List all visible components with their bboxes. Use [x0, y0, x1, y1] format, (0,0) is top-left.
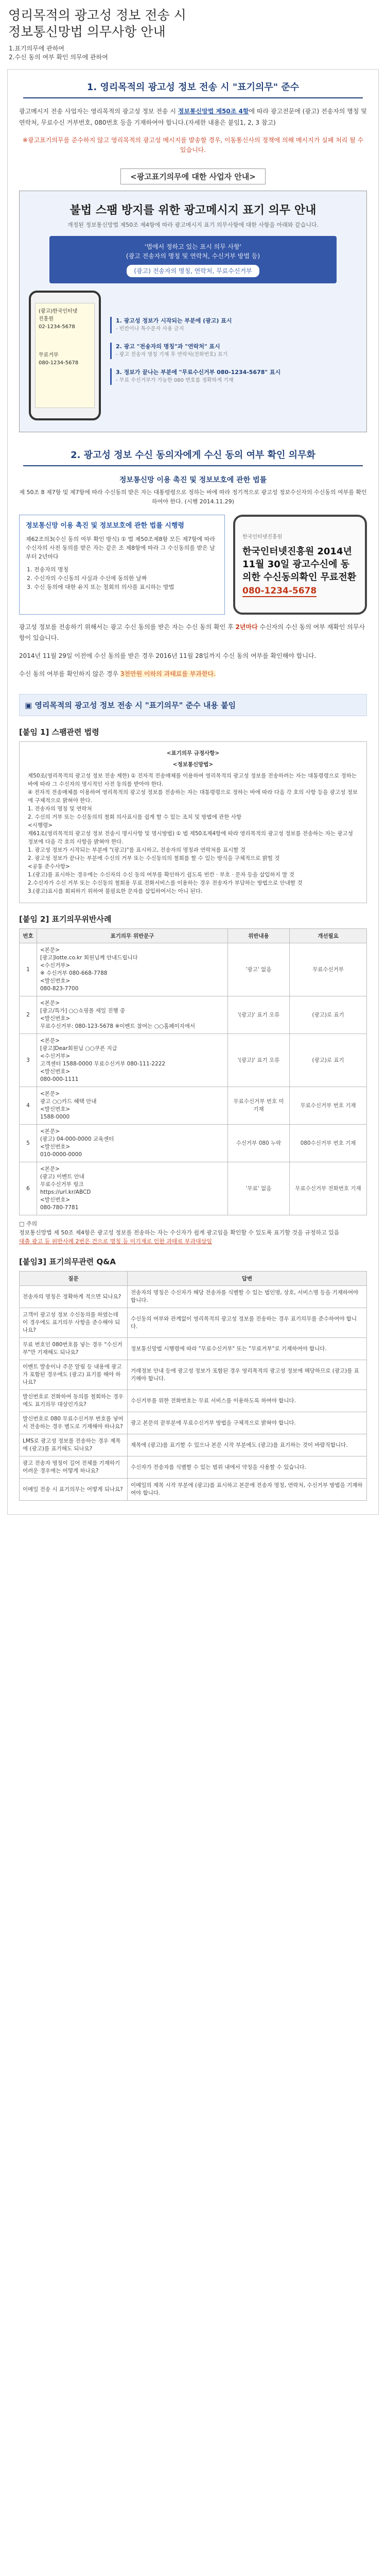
violation-table-header — [20, 929, 367, 943]
table-of-contents — [7, 44, 379, 62]
phone-line-2: 진흥원 — [39, 316, 54, 322]
qa-question: 고객이 광고성 정보 수신동의를 하였는데 이 경우에도 표기의무 사항을 준수해야 되나요? — [20, 1308, 128, 1338]
table-row — [20, 1125, 367, 1162]
table-row — [20, 1412, 367, 1434]
qa-table-header — [20, 1272, 367, 1286]
qa-table-body — [20, 1286, 367, 1501]
para1-b: 수신자의 수신 동의 여부 재확인 의무사항이 있습니다. — [19, 623, 365, 641]
table-row — [20, 1308, 367, 1338]
rule-box-inner: (광고) 전송자의 명칭, 연락처, 무료수신거부 — [127, 265, 259, 277]
table-row — [20, 1338, 367, 1360]
violation-cell-num: 1 — [20, 943, 37, 996]
qa-col-question: 질문 — [20, 1272, 128, 1286]
phone-line-5: 080-1234-5678 — [39, 360, 79, 366]
annex2-title: [붙임 2] 표기의무위반사례 — [19, 914, 112, 924]
section1-text-a: 광고메시지 전송 사업자는 영리목적의 광고성 정보 전송 시 — [19, 108, 178, 115]
violation-cell-num: 3 — [20, 1034, 37, 1087]
qa-question: 전송자의 명칭은 정확하게 적으면 되나요? — [20, 1286, 128, 1308]
para3-highlight: 3천만원 이하의 과태료를 부과한다. — [120, 670, 216, 677]
violation-cell-violation: '(광고)' 표기 오류 — [228, 996, 290, 1034]
qa-question: 이메일 전송 시 표기의무는 어떻게 되나요? — [20, 1479, 128, 1501]
poster-frame-label-text: <광고표기의무에 대한 사업자 안내> — [120, 168, 266, 184]
qa-answer: 수신자가 전송자를 식별할 수 있는 범위 내에서 약칭을 사용할 수 있습니다. — [128, 1456, 367, 1479]
poster-title: 불법 스팸 방지를 위한 광고메시지 표기 의무 안내 — [69, 204, 317, 217]
rule-box-line-1: '법에서 정하고 있는 표시 의무 사항' — [145, 243, 241, 250]
law-box-list — [26, 565, 218, 591]
section1-title: 1. 영리목적의 광고성 정보 전송 시 "표기의무" 준수 — [23, 80, 363, 98]
violation-cell-num: 2 — [20, 996, 37, 1034]
section1-text-b: 에 따라 광고전문에 (광고) 전송자의 명칭 및 연락처, 무료수신 거부번호, 080번호 등을 기재하여야 합니다.(자세한 내용은 붙임1, 2, 3 참고) — [19, 108, 367, 126]
violation-cell-fix: (광고)로 표기 — [290, 1034, 367, 1087]
annex1-line: 2.수신자가 수신 거부 또는 수신동의 철회용 무료 전화서비스를 이용하는 경우 전송자가 부담하는 방법으로 안내할 것 — [28, 880, 303, 886]
annex1-line: 1. 광고성 정보가 시작되는 부분에 "(광고)"를 표시하고, 전송자의 명칭과 연락처를 표시할 것 — [28, 847, 245, 853]
violation-cell-text: <본문> [광고]Dear회원님 ○○쿠폰 지급 <수신거부> 고객센터 1588-0000 무료수신거부 080-111-2222 <발신번호> 080-000-1111 — [37, 1034, 228, 1087]
annex1-title: [붙임 1] 스팸관련 법령 — [19, 727, 99, 737]
law-box — [19, 515, 225, 615]
violation-cell-text: <본문> 광고 ○○카드 혜택 안내 <발신번호> 1588-0000 — [37, 1087, 228, 1125]
violation-cell-text: <본문> (광고) 04-000-0000 교육센터 <발신번호> 010-0000-0000 — [37, 1125, 228, 1162]
table-row — [20, 1162, 367, 1215]
phone-example — [233, 515, 367, 615]
step-2 — [110, 343, 357, 359]
section2-para-1 — [19, 622, 367, 643]
note-line-2: 대출 광고 등 위반사례 2번은 건으로 명칭 등 미기재로 인한 과태료 부과대상임 — [19, 1238, 212, 1245]
toc-item-2[interactable]: 2.수신 동의 여부 확인 의무에 관하여 — [9, 54, 108, 61]
violation-cell-violation: '(광고)' 표기 오류 — [228, 1034, 290, 1087]
table-row — [20, 1456, 367, 1479]
law-reference: 정보통신망법 제50조 4항 — [178, 108, 249, 115]
qa-question: 발신번호로 전화하여 동의를 철회하는 경우에도 표기의무 대상인가요? — [20, 1390, 128, 1412]
violation-cell-fix: 080수신거부 번호 기재 — [290, 1125, 367, 1162]
annex3-title: [붙임3] 표기의무관련 Q&A — [19, 1257, 116, 1266]
section2-para-2: 2014년 11월 29일 이전에 수신 동의를 받은 경우 2016년 11월 28일까지 수신 동의 여부를 확인해야 합니다. — [19, 652, 317, 659]
table-row — [20, 1479, 367, 1501]
annex1-line: ④ 전자적 전송매체를 이용하여 영리목적의 광고성 정보를 전송하는 자는 대통령령으로 정하는 바에 따라 다음 각 호의 사항 등을 광고성 정보에 구체적으로 밝혀야 한다. — [28, 789, 358, 804]
violation-cell-text: <본문> (광고) 이벤트 안내 무료수신거부 링크 https://url.kr/ABCD <발신번호> 080-780-7781 — [37, 1162, 228, 1215]
step-2-title: 2. 광고 "전송자의 명칭"과 "연락처" 표시 — [116, 343, 220, 350]
violation-cell-violation: '광고' 없음 — [228, 943, 290, 996]
table-row — [20, 1390, 367, 1412]
qa-answer: 이메일의 제목 시작 부분에 (광고)를 표시하고 본문에 전송자 명칭, 연락처, 수신거부 방법을 기재하여야 합니다. — [128, 1479, 367, 1501]
law-and-example — [19, 515, 367, 615]
title-line-2: 정보통신망법 의무사항 안내 — [8, 24, 166, 39]
poster-frame-label — [19, 168, 367, 184]
qa-question: 무료 번호인 080번호를 넣는 경우 "수신거부"만 기재해도 되나요? — [20, 1338, 128, 1360]
violation-col-fix: 개선필요 — [290, 929, 367, 943]
annex1-law-name: <정보통신망법> — [172, 761, 214, 768]
violation-cell-fix: 무료수신거부 전화번호 기재 — [290, 1162, 367, 1215]
section1-text — [19, 106, 367, 128]
para3-a: 수신 동의 여부를 확인하지 않은 경우 — [19, 670, 120, 677]
qa-question: 광고 전송자 명칭이 길어 전체를 기재하기 어려운 경우에는 어떻게 하나요? — [20, 1456, 128, 1479]
law-box-item-1: 1. 전송자의 명칭 — [34, 565, 218, 574]
qa-answer: 광고 본문의 끝부분에 무료수신거부 방법을 구체적으로 밝혀야 합니다. — [128, 1412, 367, 1434]
violation-col-num: 번호 — [20, 929, 37, 943]
step-3-note: - 무료 수신거부가 가능한 080 번호를 정확하게 기재 — [116, 378, 234, 383]
law-box-item-2: 2. 수신자의 수신동의 사실과 수신에 동의한 날짜 — [34, 574, 218, 583]
rule-title: 정보통신망 이용 촉진 및 정보보호에 관한 법률 — [119, 476, 267, 484]
steps-list — [110, 317, 357, 394]
qa-table — [19, 1271, 367, 1501]
violation-cell-violation: 무료수신거부 번호 미기재 — [228, 1087, 290, 1125]
violation-cell-violation: 수신거부 080 누락 — [228, 1125, 290, 1162]
step-1-note: - 빈칸이나 특수문자 사용 금지 — [116, 326, 184, 332]
qa-question: LMS로 광고성 정보를 전송하는 경우 제목에 (광고)를 표기해도 되나요? — [20, 1434, 128, 1456]
violation-cell-num: 5 — [20, 1125, 37, 1162]
annex1-line: 2. 광고성 정보가 끝나는 부분에 수신의 거부 또는 수신동의의 철회를 할 수 있는 방식을 구체적으로 밝힐 것 — [28, 855, 280, 861]
annex1-line: 1. 전송자의 명칭 및 연락처 — [28, 806, 92, 812]
note-line-1: 정보통신망법 제 50조 제4항은 광고성 정보를 전송하는 자는 수신자가 쉽게 광고임을 확인할 수 있도록 표기할 것을 규정하고 있음 — [19, 1229, 340, 1236]
annex1-line: 제61조(영리목적의 광고성 정보 전송시 명시사항 및 명시방법) ① 법 제50조제4항에 따라 영리목적의 광고성 정보를 전송하는 자는 광고성 정보에 다음 각 호의 사항을 밝혀야 한다. — [28, 831, 353, 845]
step-1 — [110, 317, 357, 333]
qa-answer: 전송자의 명칭은 수신자가 해당 전송자를 식별할 수 있는 법인명, 상호, 서비스명 등을 기재하여야 합니다. — [128, 1286, 367, 1308]
qa-question: 이벤트 발송이나 주문 알림 등 내용에 광고가 포함된 경우에도 (광고) 표기를 해야 하나요? — [20, 1360, 128, 1390]
rule-highlight-box — [49, 236, 337, 283]
info-poster — [19, 191, 367, 432]
annex1-line: 3.(광고)표시를 회피하기 위하여 불필요한 문자를 삽입하여서는 아니 된다. — [28, 888, 203, 894]
section2-title: 2. 광고성 정보 수신 동의자에게 수신 동의 여부 확인 의무화 — [23, 448, 363, 466]
toc-item-1[interactable]: 1.표기의무에 관하여 — [9, 45, 65, 52]
law-box-text: 제62조의3(수신 동의 여부 확인 방식) ① 법 제50조제8항 모든 제7항에 따라 수신자의 사전 동의를 받은 자는 같은 조 제8항에 따라 그 수신동의를 받은 날부터 2년마다 — [26, 536, 216, 560]
table-row — [20, 1286, 367, 1308]
table-row — [20, 1034, 367, 1087]
violation-cell-text: <본문> [광고]lotte.co.kr 회원님께 안내드립니다 <수신거부> ※ 수신거부 080-668-7788 <발신번호> 080-823-7700 — [37, 943, 228, 996]
annex1-line: 2. 수신의 거부 또는 수신동의의 철회 의사표시를 쉽게 할 수 있는 조치 및 방법에 관한 사항 — [28, 814, 242, 820]
phone-illustration — [29, 291, 101, 420]
phone-line-4: 무료거부 — [39, 352, 59, 358]
phone-line-3: 02-1234-5678 — [39, 324, 75, 330]
step-3-title: 3. 정보가 끝나는 부분에 "무료수신거부 080-1234-5678" 표시 — [116, 369, 281, 376]
qa-answer: 수신동의 여부와 관계없이 영리목적의 광고성 정보를 전송하는 경우 표기의무를 준수하여야 합니다. — [128, 1308, 367, 1338]
annex1-line: 1.(광고)를 표시하는 경우에는 수신자의 수신 동의 여부를 확인하기 쉽도록 빈칸 · 부호 · 문자 등을 삽입하지 말 것 — [28, 872, 294, 878]
table-row — [20, 1434, 367, 1456]
para1-red: 2년마다 — [235, 623, 258, 631]
phone-screen — [35, 303, 95, 408]
violation-table — [19, 928, 367, 1215]
table-row — [20, 996, 367, 1034]
note-head: □ 주의 — [19, 1221, 38, 1227]
rule-summary — [19, 474, 367, 506]
law-box-title: 정보통신망 이용 촉진 및 정보보호에 관한 법률 시행령 — [26, 522, 184, 530]
violation-cell-fix: 무료수신거부 번호 기재 — [290, 1087, 367, 1125]
step-3 — [110, 368, 357, 385]
violation-cell-fix: (광고)로 표기 — [290, 996, 367, 1034]
phone-example-message: 한국인터넷진흥원 2014년 11월 30일 광고수신에 동의한 수신동의확인 무료전환 — [242, 546, 357, 583]
violation-col-text: 표기의무 위반문구 — [37, 929, 228, 943]
violation-cell-text: <본문> [광고/특가] ○○쇼핑몰 세일 진행 중 <발신번호> 무료수신거부: 080-123-5678 ※이벤트 참여는 ○○홈페이지에서 — [37, 996, 228, 1034]
step-2-note: - 광고 전송자 명칭 기재 후 연락처(전화번호) 표기 — [116, 352, 228, 358]
rule-description: 제 50조 8 제7항 및 제7항에 따라 수신동의 받은 자는 대통령령으로 정하는 바에 따라 정기적으로 광고성 정보수신자의 수신동의 여부를 확인하여야 한다. (시행 2014.11.29) — [19, 489, 367, 505]
annex1-caption: <표기의무 규정사항> — [166, 750, 220, 756]
violation-col-violation: 위반내용 — [228, 929, 290, 943]
step-1-title: 1. 광고성 정보가 시작되는 부분에 (광고) 표시 — [116, 317, 232, 324]
violation-cell-violation: '무료' 없음 — [228, 1162, 290, 1215]
phone-line-1: (광고)한국인터넷 — [39, 309, 78, 314]
poster-subtitle: 개정된 정보통신망법 제50조 제4항에 따라 광고메시지 표기 의무사항에 대한 사항을 아래와 같습니다. — [67, 222, 319, 228]
section3-title: ▣ 영리목적의 광고성 정보 전송 시 "표기의무" 준수 내용 붙임 — [19, 694, 367, 716]
violation-cell-fix: 무료수신거부 — [290, 943, 367, 996]
annex1-law-box — [19, 741, 367, 903]
title-line-1: 영리목적의 광고성 정보 전송 시 — [8, 8, 186, 23]
note-box — [19, 1219, 367, 1246]
annex1-line: 제50조(영리목적의 광고성 정보 전송 제한) ① 전자적 전송매체를 이용하여 영리목적의 광고성 정보를 전송하려는 자는 대통령령으로 정하는 바에 따라 그 수신자의 명시적인 사전 동의를 받아야 한다. — [28, 773, 357, 787]
table-row — [20, 1360, 367, 1390]
qa-answer: 수신거부를 위한 전화번호는 무료 서비스를 이용하도록 하여야 합니다. — [128, 1390, 367, 1412]
poster-example-row — [29, 291, 357, 420]
content-frame — [7, 69, 379, 1515]
law-box-item-3: 3. 수신 동의에 대한 유지 또는 철회의 의사를 표시하는 방법 — [34, 583, 218, 591]
table-row — [20, 943, 367, 996]
table-row — [20, 1087, 367, 1125]
qa-col-answer: 답변 — [128, 1272, 367, 1286]
annex1-line: <공통 준수사항> — [28, 863, 70, 870]
para1-a: 광고성 정보를 전송하기 위해서는 광고 수신 동의를 받은 자는 수신 동의 확인 후 — [19, 623, 236, 631]
phone-spacer — [39, 331, 91, 351]
violation-cell-num: 6 — [20, 1162, 37, 1215]
phone-example-logo: 한국인터넷진흥원 — [242, 534, 283, 540]
qa-question: 발신번호로 080 무료수신거부 번호를 넣어서 전송하는 경우 별도로 기재해야 하나요? — [20, 1412, 128, 1434]
rule-box-line-2: (광고 전송자의 명칭 및 연락처, 수신거부 방법 등) — [126, 252, 260, 260]
phone-example-tel: 080-1234-5678 — [242, 586, 317, 596]
section2-para-3 — [19, 669, 367, 680]
qa-answer: 거래정보 안내 등에 광고성 정보가 포함된 경우 영리목적의 광고성 정보에 해당하므로 (광고)를 표기해야 합니다. — [128, 1360, 367, 1390]
annex1-line: <시행령> — [28, 822, 53, 828]
warning-text: ※광고표기의무를 준수하지 않고 영리목적의 광고성 메시지를 발송할 경우, 이동통신사의 정책에 의해 메시지가 실패 처리 될 수 있습니다. — [22, 137, 364, 154]
annex1-lines — [28, 772, 358, 895]
violation-table-body — [20, 943, 367, 1215]
page-title — [7, 7, 379, 40]
violation-cell-num: 4 — [20, 1087, 37, 1125]
qa-answer: 제목에 (광고)를 표기할 수 있으나 본문 시작 부분에도 (광고)를 표기하는 것이 바람직합니다. — [128, 1434, 367, 1456]
qa-answer: 정보통신망법 시행령에 따라 "무료수신거부" 또는 "무료거부"로 기재하여야 합니다. — [128, 1338, 367, 1360]
